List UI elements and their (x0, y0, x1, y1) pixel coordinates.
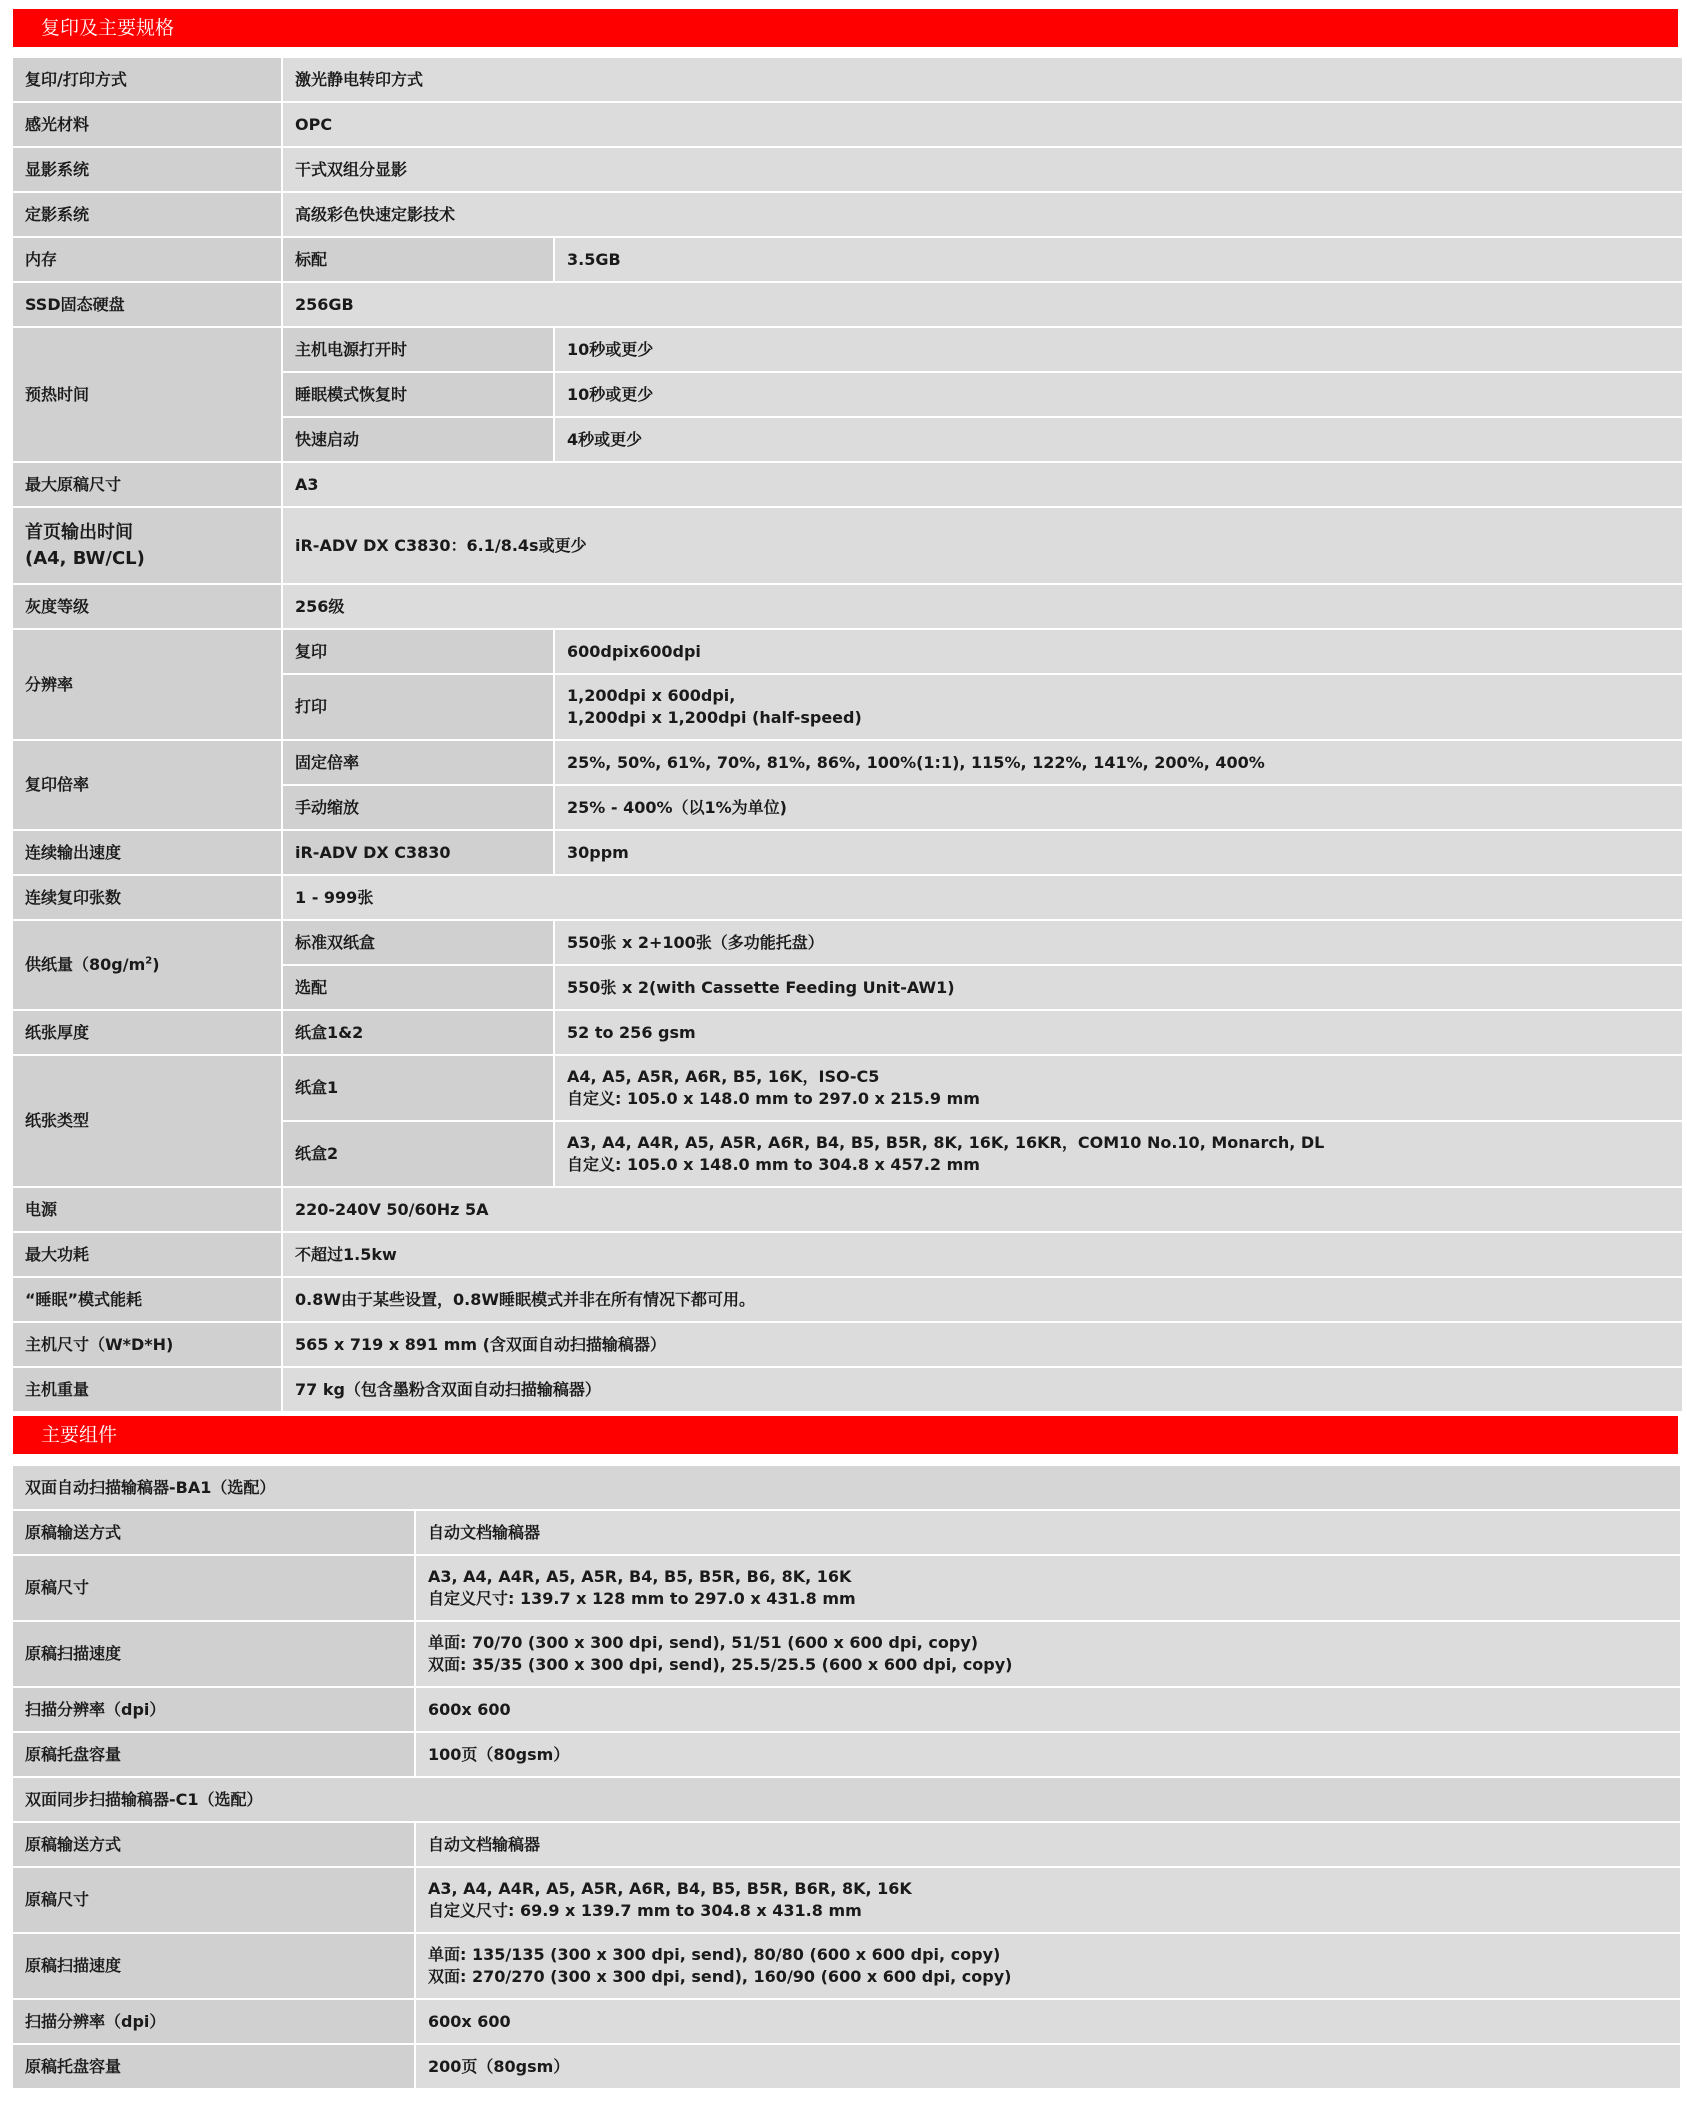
row-value: 30ppm (555, 831, 1682, 874)
table-row (13, 1466, 1680, 1509)
value-line: A3, A4, A4R, A5, A5R, B4, B5, B5R, B6, 8K, 16K (428, 1567, 852, 1586)
row-label: 复印倍率 (13, 741, 281, 829)
value-line: 双面: 35/35 (300 x 300 dpi, send), 25.5/25.5 (600 x 600 dpi, copy) (428, 1655, 1013, 1674)
value-line: 自定义尺寸: 69.9 x 139.7 mm to 304.8 x 431.8 mm (428, 1901, 862, 1920)
value-line: 单面: 135/135 (300 x 300 dpi, send), 80/80 (600 x 600 dpi, copy) (428, 1945, 1001, 1964)
row-label: 复印/打印方式 (13, 58, 281, 101)
value-line: 双面: 270/270 (300 x 300 dpi, send), 160/90 (600 x 600 dpi, copy) (428, 1967, 1012, 1986)
table-row (13, 1278, 1682, 1321)
table-row (13, 193, 1682, 236)
row-sublabel: 复印 (283, 630, 553, 673)
row-value (555, 1056, 1682, 1120)
row-value (416, 1868, 1680, 1932)
table-row (13, 103, 1682, 146)
row-value: 1 - 999张 (283, 876, 1682, 919)
row-value: 200页（80gsm） (416, 2045, 1680, 2088)
table-row (13, 876, 1682, 919)
table-row (13, 921, 1682, 964)
row-label: 显影系统 (13, 148, 281, 191)
row-value: 600x 600 (416, 2000, 1680, 2043)
row-value: 77 kg（包含墨粉含双面自动扫描输稿器） (283, 1368, 1682, 1411)
table-row (13, 1778, 1680, 1821)
row-label: 扫描分辨率（dpi） (13, 1688, 414, 1731)
row-label: 定影系统 (13, 193, 281, 236)
table-row (13, 1934, 1680, 1998)
section-header-specs (13, 9, 1678, 47)
table-row (13, 58, 1682, 101)
row-label: 原稿托盘容量 (13, 1733, 414, 1776)
table-row (13, 741, 1682, 784)
row-label: 分辨率 (13, 630, 281, 739)
value-line: 自定义尺寸: 139.7 x 128 mm to 297.0 x 431.8 mm (428, 1589, 856, 1608)
row-value: 10秒或更少 (555, 373, 1682, 416)
row-label: 原稿扫描速度 (13, 1622, 414, 1686)
row-value: 25%, 50%, 61%, 70%, 81%, 86%, 100%(1:1), 115%, 122%, 141%, 200%, 400% (555, 741, 1682, 784)
table-row (13, 1368, 1682, 1411)
table-row (13, 463, 1682, 506)
row-label: 主机重量 (13, 1368, 281, 1411)
row-sublabel: 标配 (283, 238, 553, 281)
row-label: 原稿输送方式 (13, 1511, 414, 1554)
row-value: 10秒或更少 (555, 328, 1682, 371)
components-table (11, 1464, 1682, 2090)
row-label: 原稿托盘容量 (13, 2045, 414, 2088)
spec-table (11, 56, 1684, 1413)
row-sublabel: 快速启动 (283, 418, 553, 461)
table-row (13, 1188, 1682, 1231)
table-row (13, 1823, 1680, 1866)
row-value: 不超过1.5kw (283, 1233, 1682, 1276)
row-label: 原稿尺寸 (13, 1556, 414, 1620)
table-row (13, 1233, 1682, 1276)
row-label (13, 921, 281, 1009)
table-row (13, 1556, 1680, 1620)
label-line: 首页输出时间 (25, 521, 133, 543)
row-label (13, 508, 281, 583)
row-label: “睡眠”模式能耗 (13, 1278, 281, 1321)
table-row (13, 1323, 1682, 1366)
table-row (13, 1622, 1680, 1686)
value-line: 1,200dpi x 1,200dpi (half-speed) (567, 708, 862, 727)
table-row (13, 585, 1682, 628)
row-value: 25% - 400%（以1%为单位) (555, 786, 1682, 829)
row-sublabel: 固定倍率 (283, 741, 553, 784)
value-line: A3, A4, A4R, A5, A5R, A6R, B4, B5, B5R, 8K, 16K, 16KR，COM10 No.10, Monarch, DL (567, 1133, 1325, 1152)
row-label: 扫描分辨率（dpi） (13, 2000, 414, 2043)
row-label: 原稿尺寸 (13, 1868, 414, 1932)
table-row (13, 1868, 1680, 1932)
table-row (13, 2000, 1680, 2043)
row-label: 最大功耗 (13, 1233, 281, 1276)
table-row (13, 1011, 1682, 1054)
row-label: 原稿输送方式 (13, 1823, 414, 1866)
section-header-components (13, 1416, 1678, 1454)
value-line: 1,200dpi x 600dpi, (567, 686, 736, 705)
row-label: 纸张类型 (13, 1056, 281, 1186)
table-row (13, 1688, 1680, 1731)
row-label: 主机尺寸（W*D*H) (13, 1323, 281, 1366)
row-value: 600dpix600dpi (555, 630, 1682, 673)
table-row (13, 148, 1682, 191)
table-row (13, 831, 1682, 874)
component-title: 双面自动扫描输稿器-BA1（选配） (13, 1466, 1680, 1509)
row-value: 干式双组分显影 (283, 148, 1682, 191)
section-title: 复印及主要规格 (41, 17, 175, 39)
row-sublabel: 选配 (283, 966, 553, 1009)
label-text-end: ) (152, 955, 160, 974)
row-sublabel: 纸盒1 (283, 1056, 553, 1120)
row-label: 内存 (13, 238, 281, 281)
row-value (416, 1934, 1680, 1998)
value-line: 自定义: 105.0 x 148.0 mm to 304.8 x 457.2 mm (567, 1155, 980, 1174)
row-label: 灰度等级 (13, 585, 281, 628)
table-row (13, 630, 1682, 673)
row-label: SSD固态硬盘 (13, 283, 281, 326)
label-line: (A4, BW/CL) (25, 547, 145, 569)
row-value: 256级 (283, 585, 1682, 628)
row-value (555, 675, 1682, 739)
table-row (13, 508, 1682, 583)
row-value (416, 1622, 1680, 1686)
table-row (13, 1056, 1682, 1120)
row-value: 激光静电转印方式 (283, 58, 1682, 101)
row-value: 550张 x 2(with Cassette Feeding Unit-AW1) (555, 966, 1682, 1009)
row-value: 220-240V 50/60Hz 5A (283, 1188, 1682, 1231)
row-sublabel: 手动缩放 (283, 786, 553, 829)
row-label: 原稿扫描速度 (13, 1934, 414, 1998)
component-title: 双面同步扫描输稿器-C1（选配） (13, 1778, 1680, 1821)
row-value: 高级彩色快速定影技术 (283, 193, 1682, 236)
table-row (13, 328, 1682, 371)
row-value: 600x 600 (416, 1688, 1680, 1731)
table-row (13, 283, 1682, 326)
row-sublabel: 纸盒2 (283, 1122, 553, 1186)
row-value: 565 x 719 x 891 mm (含双面自动扫描输稿器） (283, 1323, 1682, 1366)
row-value: 550张 x 2+100张（多功能托盘） (555, 921, 1682, 964)
row-value: A3 (283, 463, 1682, 506)
row-value: 100页（80gsm） (416, 1733, 1680, 1776)
row-label: 连续复印张数 (13, 876, 281, 919)
row-label: 电源 (13, 1188, 281, 1231)
row-sublabel: 标准双纸盒 (283, 921, 553, 964)
row-value: 52 to 256 gsm (555, 1011, 1682, 1054)
row-value (416, 1556, 1680, 1620)
row-value: 0.8W由于某些设置，0.8W睡眠模式并非在所有情况下都可用。 (283, 1278, 1682, 1321)
row-value: 3.5GB (555, 238, 1682, 281)
value-line: 单面: 70/70 (300 x 300 dpi, send), 51/51 (600 x 600 dpi, copy) (428, 1633, 979, 1652)
table-row (13, 1733, 1680, 1776)
value-line: A4, A5, A5R, A6R, B5, 16K，ISO-C5 (567, 1067, 880, 1086)
row-value: 256GB (283, 283, 1682, 326)
row-sublabel: 主机电源打开时 (283, 328, 553, 371)
table-row (13, 2045, 1680, 2088)
value-line: A3, A4, A4R, A5, A5R, A6R, B4, B5, B5R, B6R, 8K, 16K (428, 1879, 912, 1898)
label-text: 供纸量（80g/m (25, 955, 146, 974)
row-value: iR-ADV DX C3830：6.1/8.4s或更少 (283, 508, 1682, 583)
row-label: 纸张厚度 (13, 1011, 281, 1054)
value-line: 自定义: 105.0 x 148.0 mm to 297.0 x 215.9 mm (567, 1089, 980, 1108)
row-sublabel: 打印 (283, 675, 553, 739)
table-row (13, 1511, 1680, 1554)
row-label: 预热时间 (13, 328, 281, 461)
row-label: 连续输出速度 (13, 831, 281, 874)
row-value: 自动文档输稿器 (416, 1511, 1680, 1554)
row-sublabel: iR-ADV DX C3830 (283, 831, 553, 874)
row-value: 自动文档输稿器 (416, 1823, 1680, 1866)
row-label: 感光材料 (13, 103, 281, 146)
section-title: 主要组件 (41, 1424, 118, 1446)
row-value (555, 1122, 1682, 1186)
table-row (13, 238, 1682, 281)
row-label: 最大原稿尺寸 (13, 463, 281, 506)
label-superscript: 2 (145, 955, 153, 967)
row-sublabel: 纸盒1&2 (283, 1011, 553, 1054)
row-value: OPC (283, 103, 1682, 146)
row-value: 4秒或更少 (555, 418, 1682, 461)
row-sublabel: 睡眠模式恢复时 (283, 373, 553, 416)
